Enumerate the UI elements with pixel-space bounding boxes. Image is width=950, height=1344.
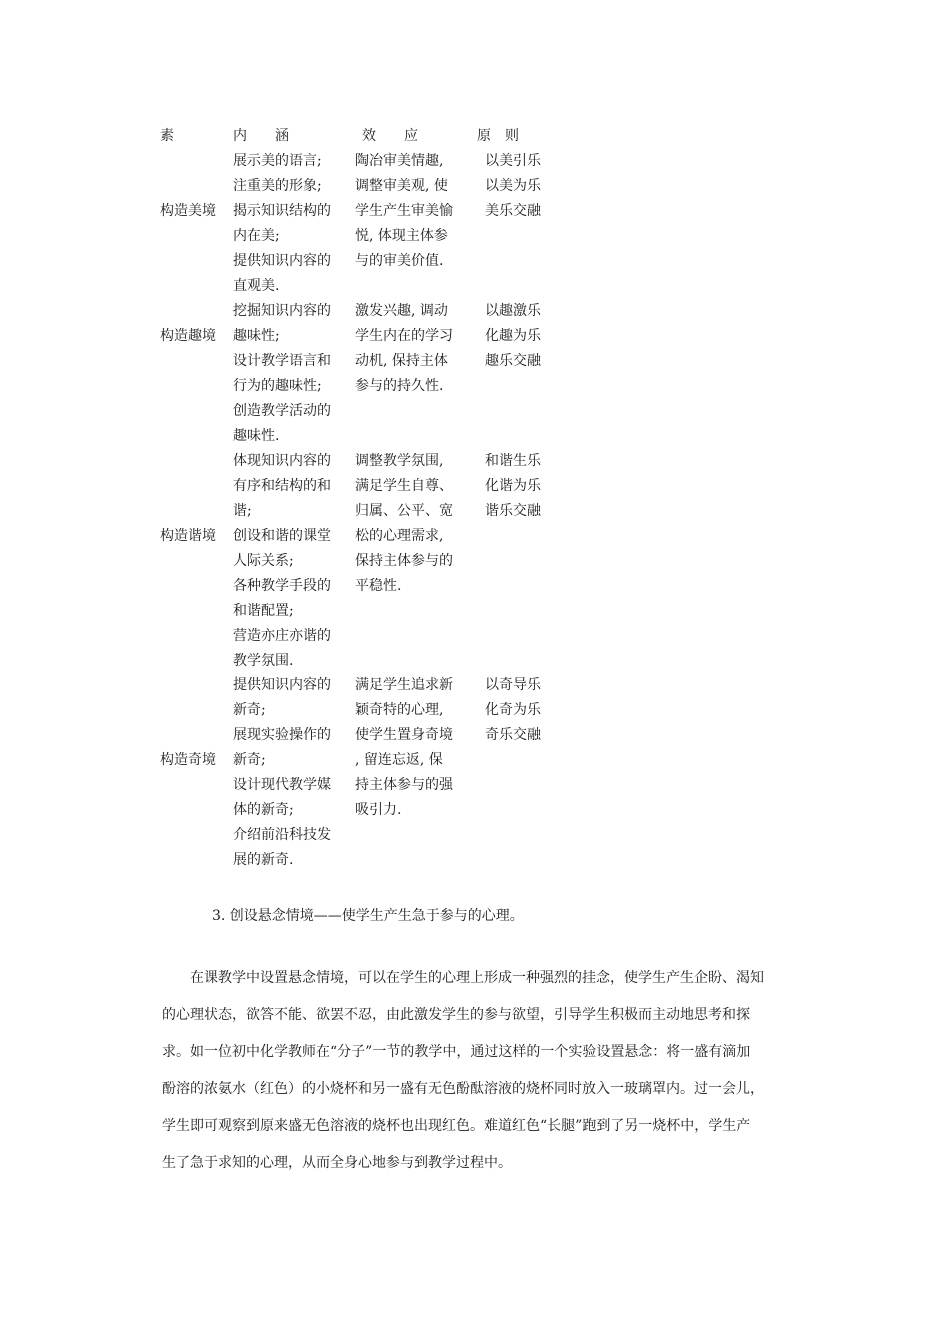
content-line: 各种教学手段的 xyxy=(233,578,331,594)
content-line: 展示美的语言; xyxy=(233,153,322,169)
row-principle xyxy=(485,673,541,748)
content-line: 注重美的形象; xyxy=(233,178,322,194)
effect-line: 学生内在的学习 xyxy=(355,328,453,344)
header-col-principle: 原 则 xyxy=(477,128,519,144)
content-line: 行为的趣味性; xyxy=(233,378,322,394)
header-col-effect: 效 应 xyxy=(362,128,418,144)
principle-line: 化奇为乐 xyxy=(485,702,541,718)
content-line: 直观美. xyxy=(233,278,280,294)
effect-line: 调整审美观, 使 xyxy=(355,178,448,194)
content-line: 有序和结构的和 xyxy=(233,478,331,494)
content-line: 提供知识内容的 xyxy=(233,253,331,269)
effect-line: 悦, 体现主体参 xyxy=(355,228,448,244)
content-line: 揭示知识结构的 xyxy=(233,203,331,219)
effect-line: 调整教学氛围, xyxy=(355,453,444,469)
paragraph-line: 的心理状态，欲答不能、欲罢不忍，由此激发学生的参与欲望，引导学生积极而主动地思考和探 xyxy=(162,1007,750,1023)
effect-line: 陶冶审美情趣, xyxy=(355,153,444,169)
principle-line: 以美为乐 xyxy=(485,178,541,194)
effect-line: 满足学生自尊、 xyxy=(355,478,453,494)
row-effect xyxy=(355,299,453,399)
principle-line: 趣乐交融 xyxy=(485,353,541,369)
content-line: 体现知识内容的 xyxy=(233,453,331,469)
row-name: 构造奇境 xyxy=(160,752,216,768)
principle-line: 以奇导乐 xyxy=(485,677,541,693)
body-paragraph xyxy=(162,966,792,1188)
section-heading: 3. 创设悬念情境——使学生产生急于参与的心理。 xyxy=(212,908,524,924)
content-line: 挖掘知识内容的 xyxy=(233,303,331,319)
principle-line: 以趣激乐 xyxy=(485,303,541,319)
content-line: 介绍前沿科技发 xyxy=(233,827,331,843)
effect-line: 颖奇特的心理, xyxy=(355,702,444,718)
effect-line: 平稳性. xyxy=(355,578,402,594)
content-line: 展的新奇. xyxy=(233,852,294,868)
principle-line: 美乐交融 xyxy=(485,203,541,219)
effect-line: 参与的持久性. xyxy=(355,378,444,394)
row-content xyxy=(233,449,331,674)
principle-line: 化趣为乐 xyxy=(485,328,541,344)
effect-line: 动机, 保持主体 xyxy=(355,353,448,369)
content-line: 展现实验操作的 xyxy=(233,727,331,743)
row-name: 构造美境 xyxy=(160,203,216,219)
content-line: 和谐配置; xyxy=(233,603,294,619)
row-principle xyxy=(485,299,541,374)
content-line: 趣味性; xyxy=(233,328,280,344)
principle-line: 谐乐交融 xyxy=(485,503,541,519)
header-col-element: 素 xyxy=(160,128,174,144)
effect-line: 吸引力. xyxy=(355,802,402,818)
content-line: 新奇; xyxy=(233,752,266,768)
row-principle xyxy=(485,149,541,224)
paragraph-line: 酚溶的浓氨水（红色）的小烧杯和另一盛有无色酚酞溶液的烧杯同时放入一玻璃罩内。过一会儿， xyxy=(162,1081,764,1097)
effect-line: 持主体参与的强 xyxy=(355,777,453,793)
row-effect xyxy=(355,673,453,823)
effect-line: 归属、公平、宽 xyxy=(355,503,453,519)
content-line: 体的新奇; xyxy=(233,802,294,818)
row-effect xyxy=(355,149,453,274)
content-line: 营造亦庄亦谐的 xyxy=(233,628,331,644)
row-content xyxy=(233,149,331,299)
content-line: 人际关系; xyxy=(233,553,294,569)
principle-line: 和谐生乐 xyxy=(485,453,541,469)
content-line: 趣味性. xyxy=(233,428,280,444)
paragraph-line: 学生即可观察到原来盛无色溶液的烧杯也出现红色。难道红色“长腿”跑到了另一烧杯中，学生产 xyxy=(162,1118,751,1134)
paragraph-line: 求。如一位初中化学教师在“分子”一节的教学中，通过这样的一个实验设置悬念：将一盛有滴加 xyxy=(162,1044,751,1060)
header-col-content: 内 涵 xyxy=(233,128,289,144)
content-line: 设计教学语言和 xyxy=(233,353,331,369)
effect-line: 松的心理需求, xyxy=(355,528,444,544)
effect-line: 满足学生追求新 xyxy=(355,677,453,693)
row-effect xyxy=(355,449,453,599)
paragraph-line: 在课教学中设置悬念情境，可以在学生的心理上形成一种强烈的挂念，使学生产生企盼、渴知 xyxy=(162,970,764,986)
content-line: 内在美; xyxy=(233,228,280,244)
row-name: 构造趣境 xyxy=(160,328,216,344)
content-line: 提供知识内容的 xyxy=(233,677,331,693)
content-line: 设计现代教学媒 xyxy=(233,777,331,793)
row-content xyxy=(233,673,331,873)
effect-line: 保持主体参与的 xyxy=(355,553,453,569)
row-principle xyxy=(485,449,541,524)
principle-line: 奇乐交融 xyxy=(485,727,541,743)
effect-line: 激发兴趣, 调动 xyxy=(355,303,448,319)
content-line: 教学氛围. xyxy=(233,653,294,669)
content-line: 新奇; xyxy=(233,702,266,718)
principle-line: 化谐为乐 xyxy=(485,478,541,494)
paragraph-line: 生了急于求知的心理，从而全身心地参与到教学过程中。 xyxy=(162,1155,512,1171)
effect-line: 学生产生审美愉 xyxy=(355,203,453,219)
effect-line: 与的审美价值. xyxy=(355,253,444,269)
content-line: 谐; xyxy=(233,503,252,519)
effect-line: , 留连忘返, 保 xyxy=(355,752,443,768)
row-content xyxy=(233,299,331,449)
content-line: 创设和谐的课堂 xyxy=(233,528,331,544)
effect-line: 使学生置身奇境 xyxy=(355,727,453,743)
row-name: 构造谐境 xyxy=(160,528,216,544)
principle-line: 以美引乐 xyxy=(485,153,541,169)
content-line: 创造教学活动的 xyxy=(233,403,331,419)
